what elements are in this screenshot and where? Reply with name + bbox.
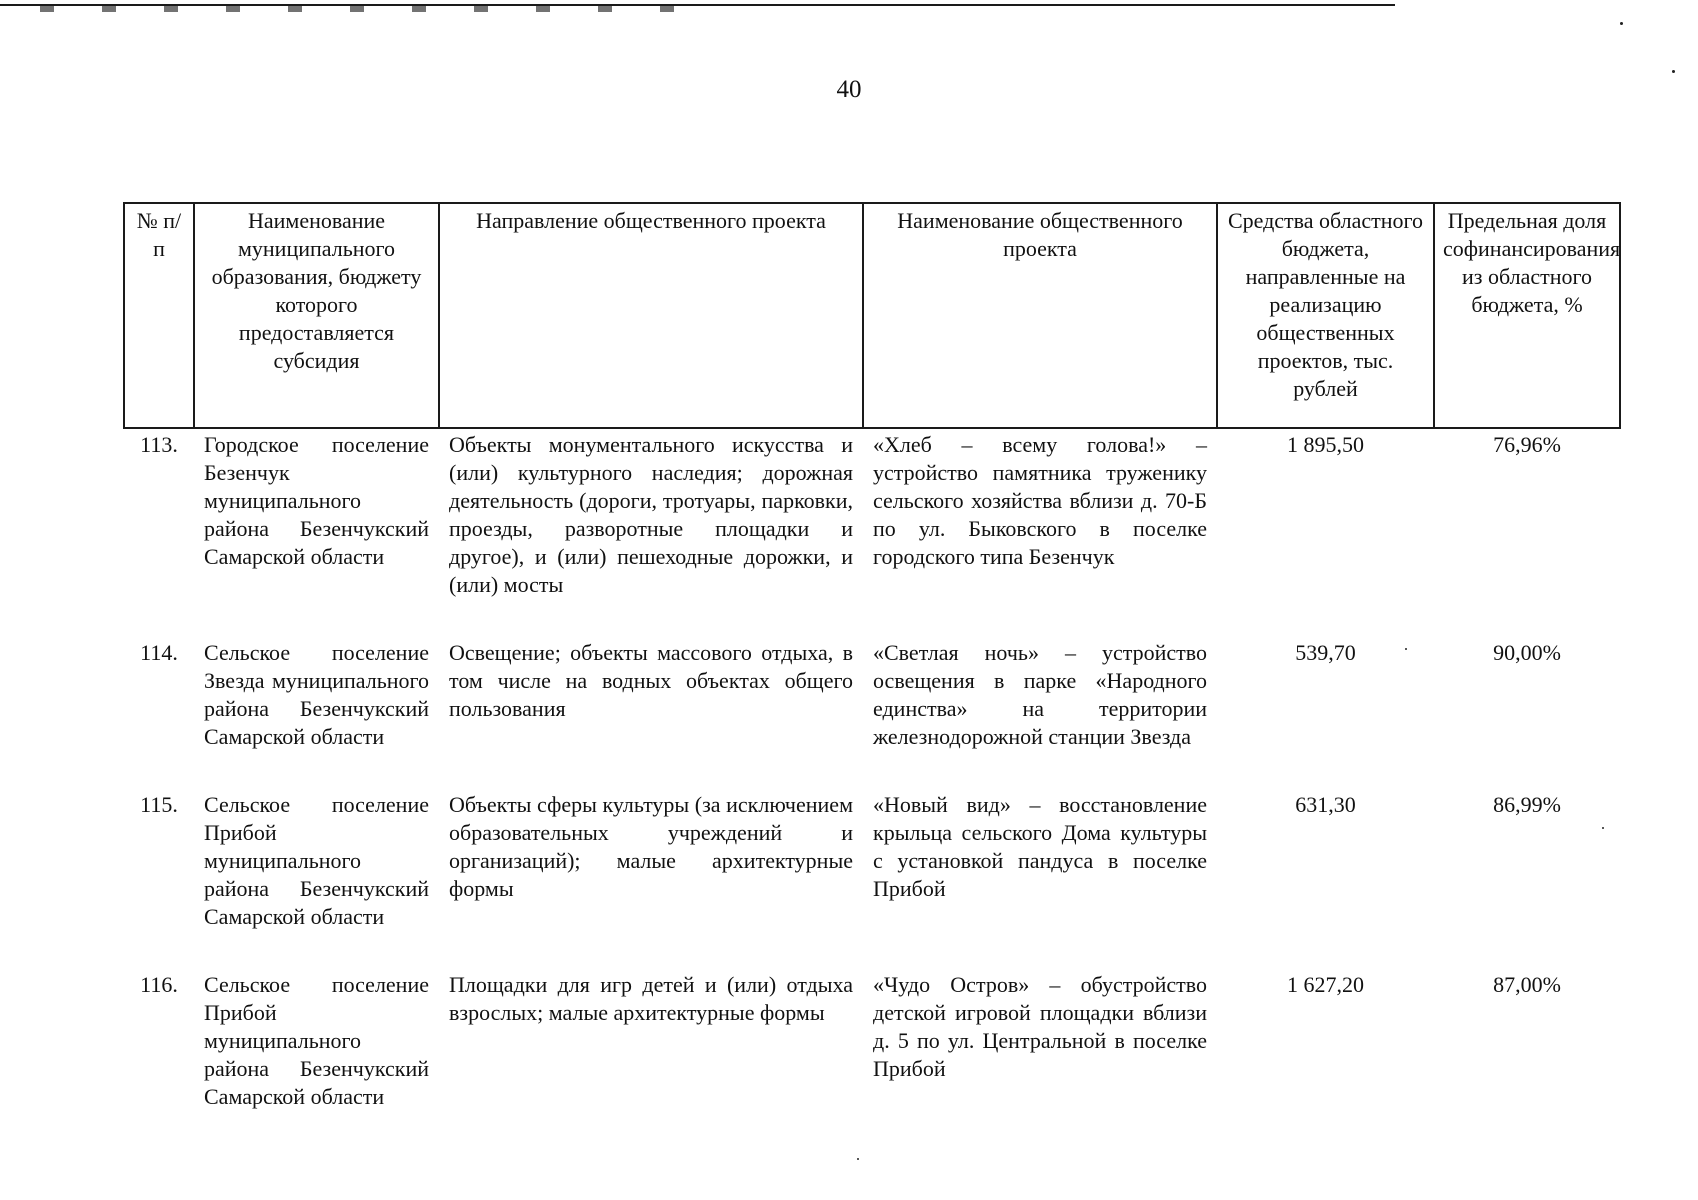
header-number: № п/п [124,203,194,428]
table-row [124,971,1620,1151]
row-amount: 631,30 [1295,792,1356,817]
row-project: «Хлеб – всему голова!» – устройство памятника труженику сельского хозяйства вблизи д. 70-Б по ул. Быковского в поселке городского типа Безенчук [873,432,1207,569]
row-project: «Новый вид» – восстановление крыльца сельского Дома культуры с установкой пандуса в поселке Прибой [873,792,1207,901]
row-amount: 1 627,20 [1287,972,1364,997]
header-direction: Направление общественного проекта [439,203,863,428]
header-municipality: Наименование муниципального образования, бюджету которого предоставляется субсидия [194,203,439,428]
header-project-name: Наименование общественного проекта [863,203,1217,428]
row-direction: Освещение; объекты массового отдыха, в том числе на водных объектах общего пользования [449,640,853,721]
row-project: «Светлая ночь» – устройство освещения в парке «Народного единства» на территории железнодорожной станции Звезда [873,640,1207,749]
subsidy-table [123,202,1621,1151]
row-share: 76,96% [1493,432,1561,457]
row-direction: Объекты монументального искусства и (или) культурного наследия; дорожная деятельность (дороги, тротуары, парковки, проезды, разворотные площадки и другое), и (или) пешеходные дорожки, и (или) мосты [449,432,853,597]
scan-top-dashes [40,6,700,12]
row-municipality: Сельское поселение Звезда муниципального района Безенчукский Самарской области [204,640,429,749]
row-share: 87,00% [1493,972,1561,997]
scan-speck [1672,70,1675,73]
row-amount: 1 895,50 [1287,432,1364,457]
row-municipality: Сельское поселение Прибой муниципального района Безенчукский Самарской области [204,972,429,1109]
row-share: 90,00% [1493,640,1561,665]
row-direction: Площадки для игр детей и (или) отдыха взрослых; малые архитектурные формы [449,972,853,1025]
row-number: 116. [140,972,178,997]
header-budget-funds: Средства областного бюджета, направленные на реализацию общественных проектов, тыс. рублей [1217,203,1434,428]
scan-speck [1620,22,1623,25]
row-municipality: Городское поселение Безенчук муниципального района Безенчукский Самарской области [204,432,429,569]
page-number: 40 [836,76,862,103]
table-row [124,428,1620,639]
row-number: 115. [140,792,178,817]
row-project: «Чудо Остров» – обустройство детской игровой площадки вблизи д. 5 по ул. Центральной в поселке Прибой [873,972,1207,1081]
table-row [124,791,1620,971]
row-municipality: Сельское поселение Прибой муниципального района Безенчукский Самарской области [204,792,429,929]
row-amount: 539,70 [1295,640,1356,665]
scan-speck [857,1158,859,1160]
table-row [124,639,1620,791]
row-direction: Объекты сферы культуры (за исключением образовательных учреждений и организаций); малые архитектурные формы [449,792,853,901]
header-cofinancing-share: Предельная доля софинансирования из областного бюджета, % [1434,203,1620,428]
row-number: 113. [140,432,178,457]
row-share: 86,99% [1493,792,1561,817]
table-header-row [124,203,1620,428]
row-number: 114. [140,640,178,665]
